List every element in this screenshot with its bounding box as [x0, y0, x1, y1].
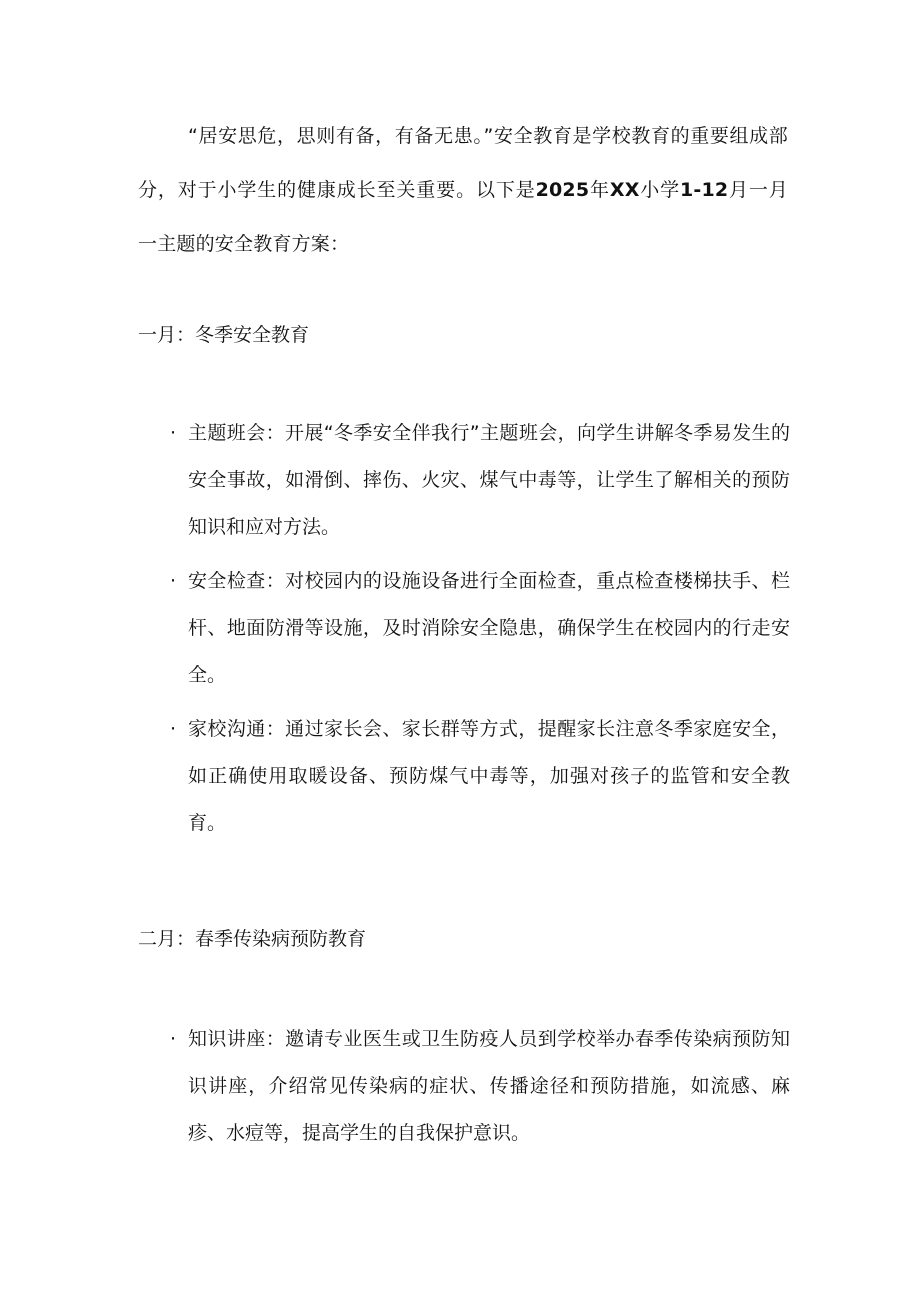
list-item-text: 安全检查：对校园内的设施设备进行全面检查，重点检查楼梯扶手、栏杆、地面防滑等设施，及时消除安全隐患，确保学生在校园内的行走安全。 — [188, 570, 790, 686]
list-item-text: 知识讲座：邀请专业医生或卫生防疫人员到学校举办春季传染病预防知识讲座，介绍常见传染病的症状、传播途径和预防措施，如流感、麻疹、水痘等，提高学生的自我保护意识。 — [188, 1028, 790, 1144]
bullet-marker: · — [170, 718, 177, 740]
intro-text-3: 小学 — [639, 179, 680, 201]
list-item — [168, 1016, 790, 1157]
intro-school-placeholder: XX — [609, 179, 640, 201]
list-item — [168, 558, 790, 699]
january-bullet-list — [168, 410, 790, 854]
list-item — [168, 706, 790, 847]
section-heading-february: 二月：春季传染病预防教育 — [138, 928, 367, 950]
february-bullet-list — [168, 1016, 790, 1164]
bullet-marker: · — [170, 1028, 177, 1050]
intro-text-2: 年 — [589, 179, 610, 201]
list-item-text: 主题班会：开展“冬季安全伴我行”主题班会，向学生讲解冬季易发生的安全事故，如滑倒、摔伤、火灾、煤气中毒等，让学生了解相关的预防知识和应对方法。 — [188, 422, 790, 538]
intro-month-range: 1-12 — [679, 179, 729, 201]
bullet-marker: · — [170, 422, 177, 444]
intro-year: 2025 — [535, 179, 590, 201]
intro-text-1: “居安思危，思则有备，有备无患。”安全教育是学校教育的重要组成部分，对于小学生的健康成长至关重要。以下是 — [138, 125, 788, 201]
list-item-text: 家校沟通：通过家长会、家长群等方式，提醒家长注意冬季家庭安全，如正确使用取暖设备、预防煤气中毒等，加强对孩子的监管和安全教育。 — [188, 718, 790, 834]
intro-text-4: 月一月一主题的安全教育方案： — [138, 179, 788, 255]
section-heading-january: 一月：冬季安全教育 — [138, 324, 310, 346]
intro-paragraph — [138, 109, 788, 271]
list-item — [168, 410, 790, 551]
bullet-marker: · — [170, 570, 177, 592]
